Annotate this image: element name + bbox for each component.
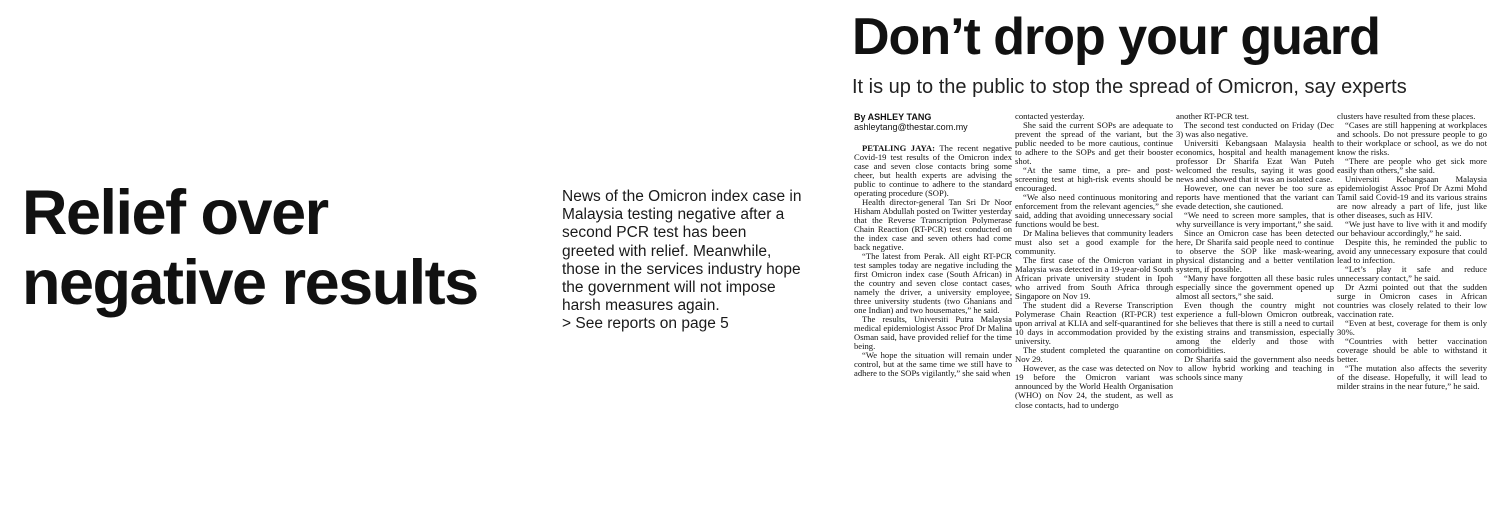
paragraph: “The mutation also affects the severity of the disease. Hopefully, it will lead to milder strains in the near future,” he said. [1337, 363, 1487, 392]
paragraph: “We just have to live with it and modify our behaviour accordingly,” he said. [1337, 219, 1487, 239]
paragraph: Dr Malina believes that community leaders must also set a good example for the community. [1015, 228, 1173, 257]
article-headline: Don’t drop your guard [852, 8, 1380, 66]
paragraph: “Let’s play it safe and reduce unnecessary contact,” he said. [1337, 264, 1487, 284]
lead-text: The recent negative Covid-19 test results of the Omicron index case and seven close contacts bring some cheer, but health experts are advising the public to continue to adhere to the standard operating procedure (SOP). [854, 144, 1012, 199]
paragraph: Even though the country might not experience a full-blown Omicron outbreak, she believes that there is still a need to curtail existing strains and transmission, especially among the elderly and those with comorbidities. [1176, 300, 1334, 356]
paragraph: Universiti Kebangsaan Malaysia epidemiologist Assoc Prof Dr Azmi Mohd Tamil said Covid-19 and its various strains are now already a part of life, just like other diseases, such as HIV. [1337, 174, 1487, 221]
article-column-4 [1337, 112, 1487, 498]
byline: By ASHLEY TANG [854, 112, 932, 122]
paragraph: Health director-general Tan Sri Dr Noor Hisham Abdullah posted on Twitter yesterday that the Reverse Transcription Polymerase Chain Reaction (RT-PCR) test conducted on the index case and seven others had come back negative. [854, 197, 1012, 253]
paragraph: Despite this, he reminded the public to avoid any unnecessary exposure that could lead to infection. [1337, 237, 1487, 266]
paragraph: However, one can never be too sure as reports have mentioned that the variant can evade detection, she cautioned. [1176, 183, 1334, 212]
teaser-summary: News of the Omicron index case in Malaysia testing negative after a second PCR test has been greeted with relief. Meanwhile, those in the services industry hope the government will not impose harsh measures again. [562, 188, 802, 315]
paragraph: Universiti Kebangsaan Malaysia health economics, hospital and health management professor Dr Sharifa Ezat Wan Puteh welcomed the results, saying it was good news and showed that it was an isolated case. [1176, 138, 1334, 185]
paragraph: The student did a Reverse Transcription Polymerase Chain Reaction (RT-PCR) test upon arrival at KLIA and self-quarantined for 10 days in accommodation provided by the university. [1015, 300, 1173, 347]
article-subheadline: It is up to the public to stop the spread of Omicron, say experts [852, 76, 1407, 98]
paragraph: “We need to screen more samples, that is why surveillance is very important,” she said. [1176, 210, 1334, 230]
paragraph: “We hope the situation will remain under control, but at the same time we still have to adhere to the SOPs vigilantly,” she said when [854, 350, 1012, 379]
paragraph: Dr Azmi pointed out that the sudden surge in Omicron cases in African countries was closely related to their low vaccination rate. [1337, 282, 1487, 320]
article [838, 0, 1500, 511]
paragraph: She said the current SOPs are adequate to prevent the spread of the variant, but the public needed to be more cautious, continue to adhere to the SOPs and get their booster shot. [1015, 120, 1173, 167]
teaser-text-block [562, 188, 802, 334]
paragraph-continuation: clusters have resulted from these places. [1337, 112, 1476, 121]
paragraph: “Even at best, coverage for them is only 30%. [1337, 318, 1487, 338]
teaser-headline-line2: negative results [22, 248, 478, 318]
page-reference: > See reports on page 5 [562, 315, 729, 333]
paragraph: The first case of the Omicron variant in Malaysia was detected in a 19-year-old South African private university student in Ipoh who arrived from South Africa through Singapore on Nov 19. [1015, 255, 1173, 302]
paragraph: “There are people who get sick more easily than others,” she said. [1337, 156, 1487, 176]
article-column-1 [854, 144, 1012, 498]
dateline: PETALING JAYA: [862, 144, 936, 153]
article-column-2 [1015, 112, 1173, 498]
paragraph: The student completed the quarantine on Nov 29. [1015, 345, 1173, 365]
paragraph: The results, Universiti Putra Malaysia medical epidemiologist Assoc Prof Dr Malina Osman said, have provided relief for the time being. [854, 314, 1012, 352]
paragraph: However, as the case was detected on Nov 19 before the Omicron variant was announced by the World Health Organisation (WHO) on Nov 24, the student, as well as close contacts, had to undergo [1015, 363, 1173, 410]
paragraph: “We also need continuous monitoring and enforcement from the relevant agencies,” she said, adding that avoiding unnecessary social functions would be best. [1015, 192, 1173, 230]
paragraph: “Cases are still happening at workplaces and schools. Do not pressure people to go to their workplace or school, as we do not know the risks. [1337, 120, 1487, 158]
lead-paragraph [854, 144, 1012, 198]
paragraph: Since an Omicron case has been detected here, Dr Sharifa said people need to continue to observe the SOP like mask-wearing, physical distancing and a better ventilation system, if possible. [1176, 228, 1334, 275]
paragraph: “The latest from Perak. All eight RT-PCR test samples today are negative including the first Omicron index case (South African) in the country and seven close contact cases, namely the driver, a university employee, three university students (two Ghanians and one Indian) and two housemates,” he said. [854, 251, 1012, 316]
byline-block [854, 112, 1004, 132]
paragraph: “Countries with better vaccination coverage should be able to withstand it better. [1337, 336, 1487, 365]
paragraph-continuation: contacted yesterday. [1015, 112, 1085, 121]
teaser-headline [22, 178, 562, 318]
paragraph: Dr Sharifa said the government also needs to allow hybrid working and teaching in schools since many [1176, 354, 1334, 383]
paragraph: The second test conducted on Friday (Dec 3) was also negative. [1176, 120, 1334, 140]
paragraph-continuation: another RT-PCR test. [1176, 112, 1249, 121]
paragraph: “Many have forgotten all these basic rules especially since the government opened up almost all sectors,” she said. [1176, 273, 1334, 302]
article-column-3 [1176, 112, 1334, 498]
paragraph: “At the same time, a pre- and post-screening test at high-risk events should be encouraged. [1015, 165, 1173, 194]
author-email: ashleytang@thestar.com.my [854, 122, 968, 132]
teaser-headline-line1: Relief over [22, 178, 328, 248]
